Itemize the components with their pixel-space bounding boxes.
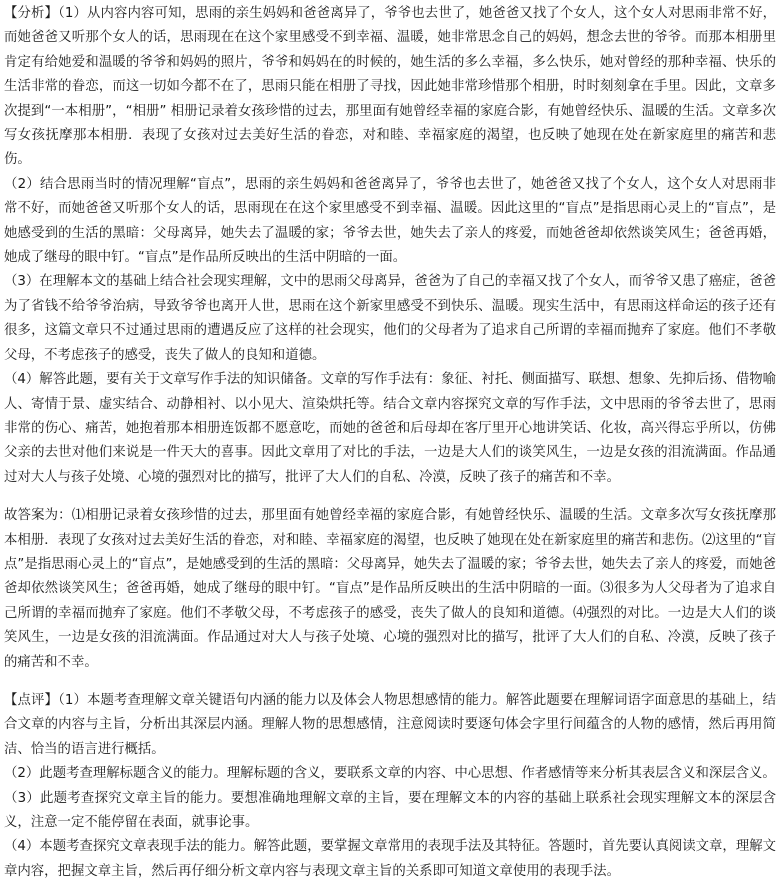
comment-paragraph-3: （3）此题考查探究文章主旨的能力。要想准确地理解文章的主旨，要在理解文本的内容的基础上联系社会现实理解文本的深层含义，注意一定不能停留在表面，就事论事。 (4, 790, 776, 830)
comment-paragraph-2: （2）此题考查理解标题含义的能力。理解标题的含义，要联系文章的内容、中心思想、作者感情等来分析其表层含义和深层含义。 (4, 766, 776, 782)
analysis-paragraph-1: 【分析】（1）从内容内容可知，思雨的亲生妈妈和爸爸离异了，爷爷也去世了，她爸爸又找了个女人，这个女人对思雨非常不好，而她爸爸又听那个女人的话，思雨现在在这个家里感受不到幸福、温暖，她非常思念自己的妈妈，想念去世的爷爷。而那本相册里肯定有给她爱和温暖的爷爷和妈妈的照片，爷爷和妈妈在的时候的，她生活的多么幸福，多么快乐，她对曾经的那种幸福、快乐的生活非常的眷恋，而这一切如今都不在了，思雨只能在相册了寻找，因此她非常珍惜那个相册，时时刻刻拿在手里。因此，文章多次提到“一本相册”，“相册” 相册记录着女孩珍惜的过去，那里面有她曾经幸福的家庭合影，有她曾经快乐、温暖的生活。文章多次写女孩抚摩那本相册．表现了女孩对过去美好生活的眷恋，对和睦、幸福家庭的渴望，也反映了她现在处在新家庭里的痛苦和悲伤。 (4, 6, 776, 168)
comment-paragraph-1: 【点评】（1）本题考查理解文章关键语句内涵的能力以及体会人物思想感情的能力。解答此题要在理解词语字面意思的基础上，结合文章的内容与主旨，分析出其深层内涵。理解人物的思想感情，注意阅读时要逐句体会字里行间蕴含的人物的感情，然后再用简洁、恰当的语言进行概括。 (4, 692, 776, 757)
analysis-paragraph-4: （4）解答此题，要有关于文章写作手法的知识储备。文章的写作手法有：象征、衬托、侧面描写、联想、想象、先抑后扬、借物喻人、寄情于景、虚实结合、动静相衬、以小见大、渲染烘托等。结合文章内容探究文章的写作手法，文中思雨的爷爷去世了，思雨非常的伤心、痛苦，她抱着那本相册连饭都不愿意吃，而她的爸爸和后母却在客厅里开心地讲笑话、化妆，高兴得忘乎所以，仿佛父亲的去世对他们来说是一件天大的喜事。因此文章用了对比的手法，一边是大人们的谈笑风生，一边是女孩的泪流满面。作品通过对大人与孩子处境、心境的强烈对比的描写，批评了大人们的自私、冷漠，反映了孩子的痛苦和不幸。 (4, 372, 776, 485)
analysis-paragraph-3: （3）在理解本文的基础上结合社会现实理解，文中的思雨父母离异，爸爸为了自己的幸福又找了个女人，而爷爷又患了癌症，爸爸为了省钱不给爷爷治病，导致爷爷也离开人世，思雨在这个新家里感受不到快乐、温暖。现实生活中，有思雨这样命运的孩子还有很多，这篇文章只不过通过思雨的遭遇反应了这样的社会现实，他们的父母者为了追求自己所谓的幸福而抛弃了家庭。他们不孝敬父母，不考虑孩子的感受，丧失了做人的良知和道德。 (4, 274, 776, 363)
section-spacer (4, 675, 776, 689)
comment-paragraph-4: （4）本题考查探究文章表现手法的能力。解答此题，要掌握文章常用的表现手法及其特征。答题时，首先要认真阅读文章，理解文章内容，把握文章主旨，然后再仔细分析文章内容与表现文章主旨的关系即可知道文章使用的表现手法。 (4, 839, 776, 879)
answer-paragraph: 故答案为：⑴相册记录着女孩珍惜的过去，那里面有她曾经幸福的家庭合影，有她曾经快乐、温暖的生活。文章多次写女孩抚摩那本相册．表现了女孩对过去美好生活的眷恋，对和睦、幸福家庭的渴望，也反映了她现在处在新家庭里的痛苦和悲伤。⑵这里的“盲点”是指思雨心灵上的“盲点”，是她感受到的生活的黑暗：父母离异，她失去了温暖的家；爷爷去世，她失去了亲人的疼爱，而她爸爸却依然谈笑风生；爸爸再婚，她成了继母的眼中钉。“盲点”是作品所反映出的生活中阴暗的一面。⑶很多为人父母者为了追求自己所谓的幸福而抛弃了家庭。他们不孝敬父母，不考虑孩子的感受，丧失了做人的良知和道德。⑷强烈的对比。一边是大人们的谈笑风生，一边是女孩的泪流满面。作品通过对大人与孩子处境、心境的强烈对比的描写，批评了大人们的自私、冷漠，反映了孩子的痛苦和不幸。 (4, 508, 776, 670)
section-spacer (4, 490, 776, 504)
analysis-paragraph-2: （2）结合思雨当时的情况理解“盲点”，思雨的亲生妈妈和爸爸离异了，爷爷也去世了，她爸爸又找了个女人，这个女人对思雨非常不好，而她爸爸又听那个女人的话，思雨现在在这个家里感受不到幸福、温暖。因此这里的“盲点”是指思雨心灵上的“盲点”，是她感受到的生活的黑暗：父母离异，她失去了温暖的家；爷爷去世，她失去了亲人的疼爱，而她爸爸却依然谈笑风生；爸爸再婚，她成了继母的眼中钉。“盲点”是作品所反映出的生活中阴暗的一面。 (4, 176, 776, 266)
